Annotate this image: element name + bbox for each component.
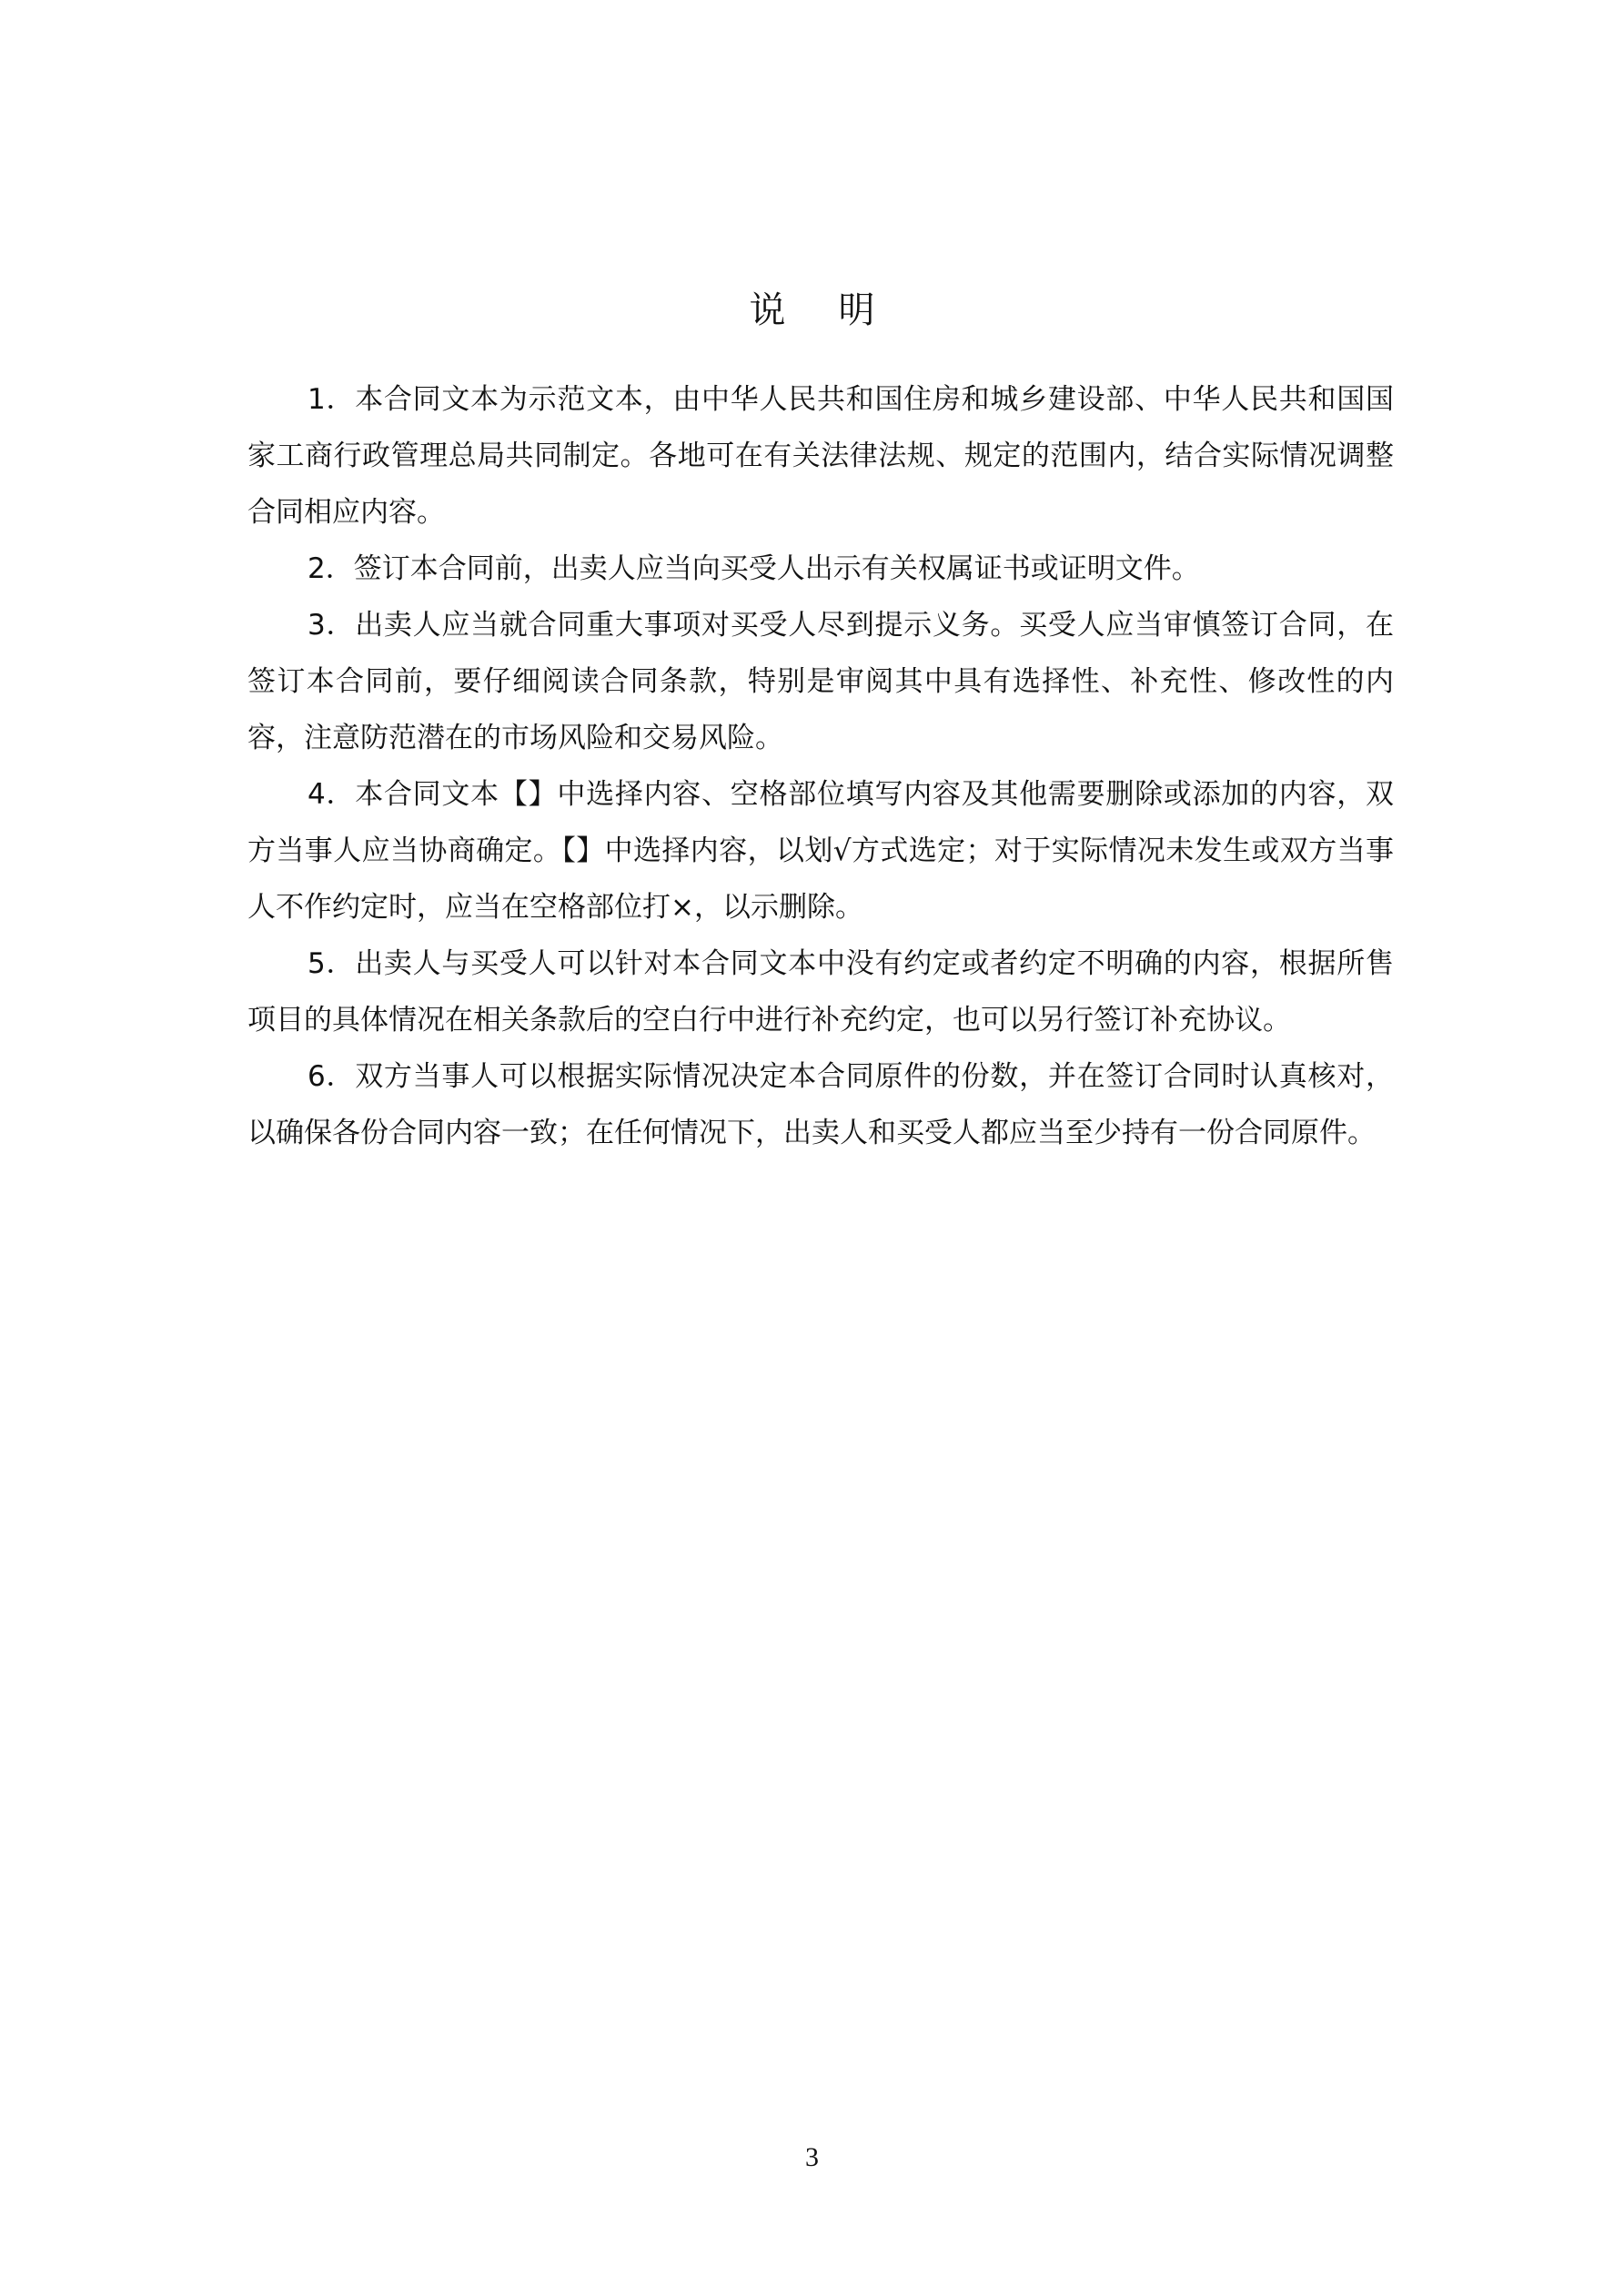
page-number: 3 <box>805 2142 819 2172</box>
instruction-paragraph-1: 1．本合同文本为示范文本，由中华人民共和国住房和城乡建设部、中华人民共和国国家工商行政管理总局共同制定。各地可在有关法律法规、规定的范围内，结合实际情况调整合同相应内容。 <box>247 383 1394 529</box>
instructions-body <box>247 371 1394 1161</box>
instruction-paragraph-4: 4．本合同文本【】中选择内容、空格部位填写内容及其他需要删除或添加的内容，双方当事人应当协商确定。【】中选择内容，以划√方式选定；对于实际情况未发生或双方当事人不作约定时，应当在空格部位打×，以示删除。 <box>247 778 1394 924</box>
instruction-paragraph-5: 5．出卖人与买受人可以针对本合同文本中没有约定或者约定不明确的内容，根据所售项目的具体情况在相关条款后的空白行中进行补充约定，也可以另行签订补充协议。 <box>247 947 1394 1037</box>
instruction-paragraph-6: 6．双方当事人可以根据实际情况决定本合同原件的份数，并在签订合同时认真核对，以确保各份合同内容一致；在任何情况下，出卖人和买受人都应当至少持有一份合同原件。 <box>247 1060 1394 1149</box>
page-title: 说明 <box>749 288 928 331</box>
instruction-paragraph-2: 2．签订本合同前，出卖人应当向买受人出示有关权属证书或证明文件。 <box>308 552 1200 585</box>
instruction-paragraph-3: 3．出卖人应当就合同重大事项对买受人尽到提示义务。买受人应当审慎签订合同，在签订本合同前，要仔细阅读合同条款，特别是审阅其中具有选择性、补充性、修改性的内容，注意防范潜在的市场风险和交易风险。 <box>247 609 1394 754</box>
